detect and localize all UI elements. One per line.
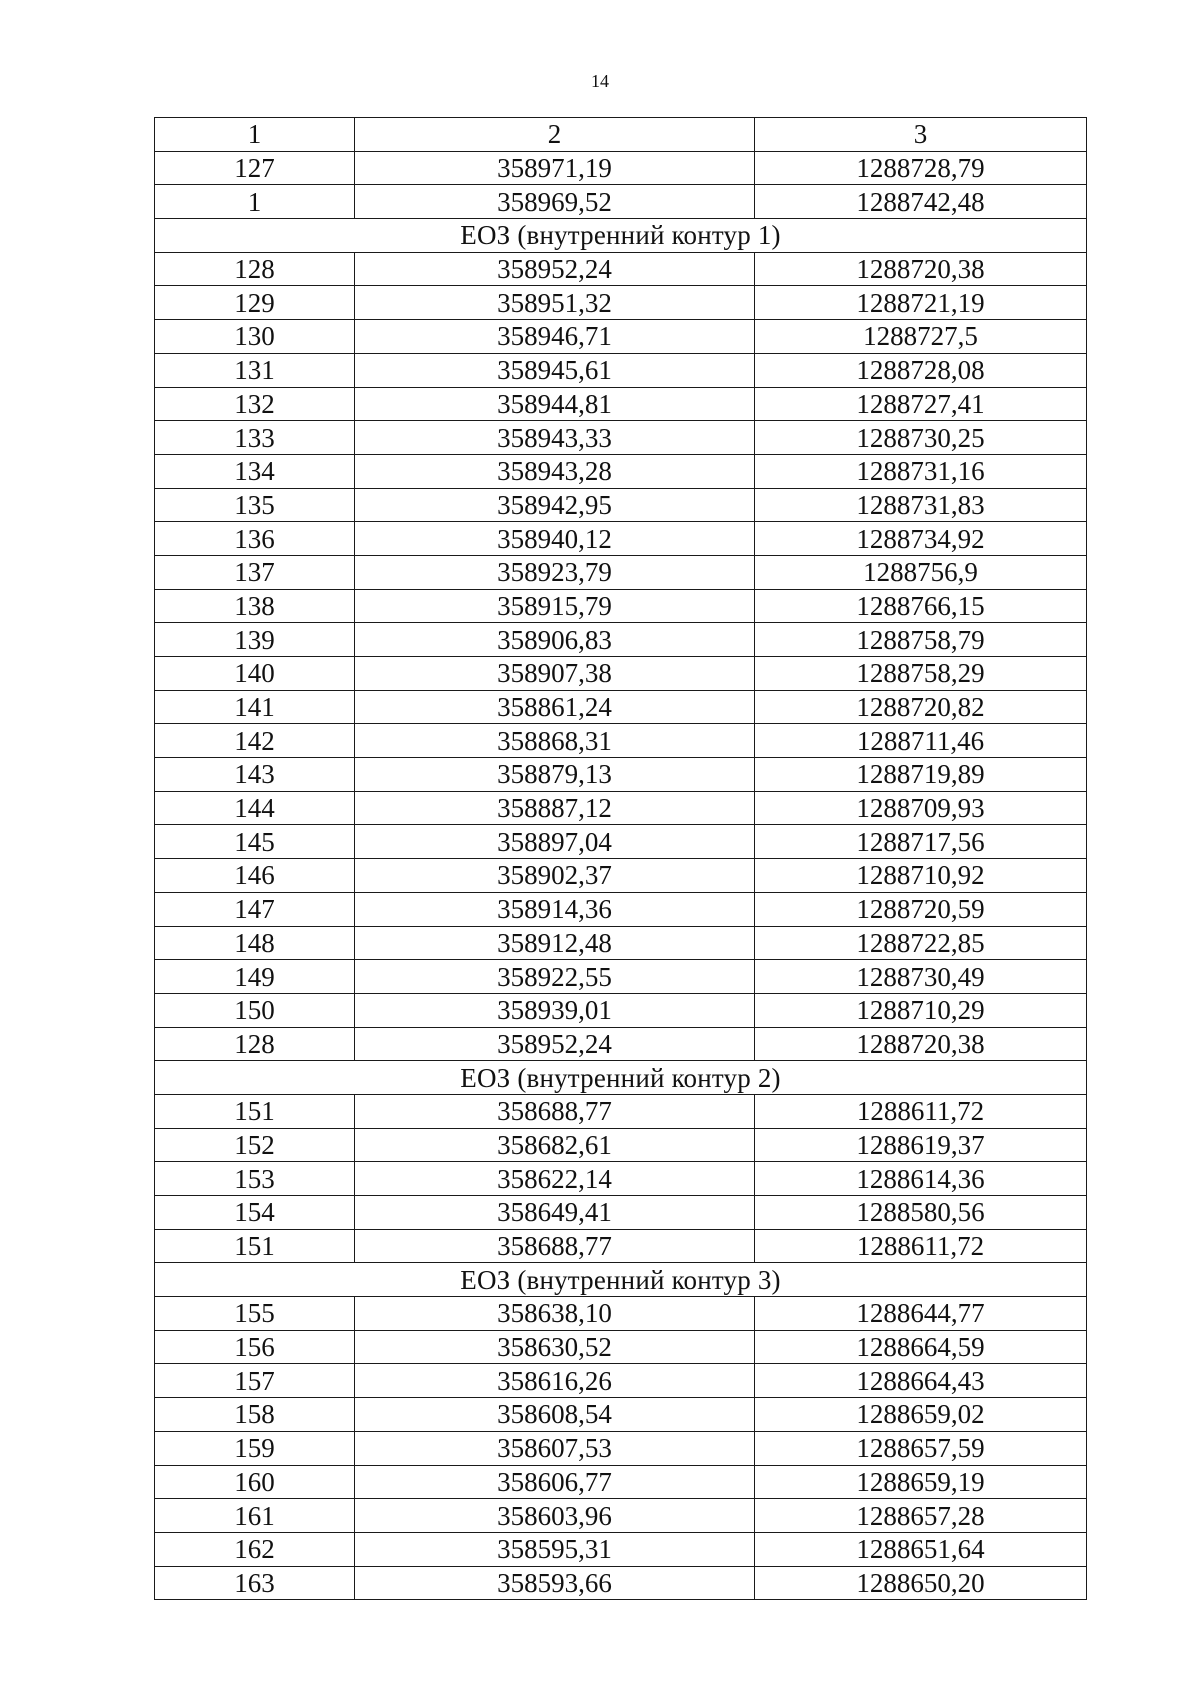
point-number-cell: 143 xyxy=(155,758,355,792)
y-coordinate-cell: 1288651,64 xyxy=(755,1532,1087,1566)
table-row xyxy=(155,353,1087,387)
table-row xyxy=(155,1229,1087,1263)
table-row xyxy=(155,1465,1087,1499)
x-coordinate-cell: 358649,41 xyxy=(355,1196,755,1230)
y-coordinate-cell: 1288720,38 xyxy=(755,252,1087,286)
section-title: ЕОЗ (внутренний контур 1) xyxy=(155,219,1087,253)
x-coordinate-cell: 358622,14 xyxy=(355,1162,755,1196)
point-number-cell: 146 xyxy=(155,859,355,893)
point-number-cell: 155 xyxy=(155,1297,355,1331)
table-row xyxy=(155,623,1087,657)
y-coordinate-cell: 1288734,92 xyxy=(755,522,1087,556)
x-coordinate-cell: 358607,53 xyxy=(355,1431,755,1465)
point-number-cell: 148 xyxy=(155,926,355,960)
x-coordinate-cell: 358945,61 xyxy=(355,353,755,387)
x-coordinate-cell: 358861,24 xyxy=(355,690,755,724)
x-coordinate-cell: 358868,31 xyxy=(355,724,755,758)
point-number-cell: 157 xyxy=(155,1364,355,1398)
table-row xyxy=(155,286,1087,320)
y-coordinate-cell: 1288742,48 xyxy=(755,185,1087,219)
x-coordinate-cell: 358912,48 xyxy=(355,926,755,960)
table-row xyxy=(155,522,1087,556)
y-coordinate-cell: 1288721,19 xyxy=(755,286,1087,320)
table-row xyxy=(155,825,1087,859)
table-row xyxy=(155,421,1087,455)
y-coordinate-cell: 1288659,02 xyxy=(755,1398,1087,1432)
table-row xyxy=(155,555,1087,589)
section-header-row xyxy=(155,219,1087,253)
point-number-cell: 163 xyxy=(155,1566,355,1600)
y-coordinate-cell: 1288614,36 xyxy=(755,1162,1087,1196)
point-number-cell: 144 xyxy=(155,791,355,825)
section-title: ЕОЗ (внутренний контур 2) xyxy=(155,1061,1087,1095)
point-number-cell: 161 xyxy=(155,1499,355,1533)
y-coordinate-cell: 1288650,20 xyxy=(755,1566,1087,1600)
point-number-cell: 153 xyxy=(155,1162,355,1196)
table-row xyxy=(155,1330,1087,1364)
point-number-cell: 150 xyxy=(155,993,355,1027)
y-coordinate-cell: 1288710,92 xyxy=(755,859,1087,893)
x-coordinate-cell: 358630,52 xyxy=(355,1330,755,1364)
y-coordinate-cell: 1288731,83 xyxy=(755,488,1087,522)
point-number-cell: 131 xyxy=(155,353,355,387)
point-number-cell: 154 xyxy=(155,1196,355,1230)
point-number-cell: 158 xyxy=(155,1398,355,1432)
table-row xyxy=(155,1499,1087,1533)
x-coordinate-cell: 358688,77 xyxy=(355,1229,755,1263)
x-coordinate-cell: 358608,54 xyxy=(355,1398,755,1432)
page-number: 14 xyxy=(591,71,609,91)
y-coordinate-cell: 1288731,16 xyxy=(755,454,1087,488)
point-number-cell: 136 xyxy=(155,522,355,556)
table-row xyxy=(155,859,1087,893)
table-row xyxy=(155,926,1087,960)
point-number-cell: 160 xyxy=(155,1465,355,1499)
y-coordinate-cell: 1288727,41 xyxy=(755,387,1087,421)
x-coordinate-cell: 358969,52 xyxy=(355,185,755,219)
x-coordinate-cell: 358593,66 xyxy=(355,1566,755,1600)
table-row xyxy=(155,892,1087,926)
y-coordinate-cell: 1288758,29 xyxy=(755,657,1087,691)
x-coordinate-cell: 358915,79 xyxy=(355,589,755,623)
table-row xyxy=(155,387,1087,421)
table-row xyxy=(155,1128,1087,1162)
point-number-cell: 142 xyxy=(155,724,355,758)
y-coordinate-cell: 1288659,19 xyxy=(755,1465,1087,1499)
table-row xyxy=(155,1398,1087,1432)
point-number-cell: 159 xyxy=(155,1431,355,1465)
y-coordinate-cell: 1288611,72 xyxy=(755,1229,1087,1263)
y-coordinate-cell: 1288657,59 xyxy=(755,1431,1087,1465)
x-coordinate-cell: 358887,12 xyxy=(355,791,755,825)
x-coordinate-cell: 358939,01 xyxy=(355,993,755,1027)
table-row xyxy=(155,993,1087,1027)
x-coordinate-cell: 358923,79 xyxy=(355,555,755,589)
section-header-row xyxy=(155,1263,1087,1297)
x-coordinate-cell: 358595,31 xyxy=(355,1532,755,1566)
table-body xyxy=(155,151,1087,1600)
y-coordinate-cell: 1288717,56 xyxy=(755,825,1087,859)
point-number-cell: 132 xyxy=(155,387,355,421)
y-coordinate-cell: 1288709,93 xyxy=(755,791,1087,825)
y-coordinate-cell: 1288758,79 xyxy=(755,623,1087,657)
point-number-cell: 1 xyxy=(155,185,355,219)
table-row xyxy=(155,589,1087,623)
table-row xyxy=(155,758,1087,792)
table-row xyxy=(155,454,1087,488)
y-coordinate-cell: 1288728,79 xyxy=(755,151,1087,185)
y-coordinate-cell: 1288720,82 xyxy=(755,690,1087,724)
x-coordinate-cell: 358879,13 xyxy=(355,758,755,792)
x-coordinate-cell: 358952,24 xyxy=(355,1027,755,1061)
point-number-cell: 127 xyxy=(155,151,355,185)
table-row xyxy=(155,657,1087,691)
table-row xyxy=(155,151,1087,185)
table-row xyxy=(155,1566,1087,1600)
y-coordinate-cell: 1288664,59 xyxy=(755,1330,1087,1364)
point-number-cell: 128 xyxy=(155,252,355,286)
x-coordinate-cell: 358922,55 xyxy=(355,960,755,994)
point-number-cell: 149 xyxy=(155,960,355,994)
x-coordinate-cell: 358943,28 xyxy=(355,454,755,488)
table-row xyxy=(155,1094,1087,1128)
y-coordinate-cell: 1288619,37 xyxy=(755,1128,1087,1162)
table-row xyxy=(155,960,1087,994)
x-coordinate-cell: 358682,61 xyxy=(355,1128,755,1162)
x-coordinate-cell: 358914,36 xyxy=(355,892,755,926)
x-coordinate-cell: 358906,83 xyxy=(355,623,755,657)
table-row xyxy=(155,791,1087,825)
x-coordinate-cell: 358897,04 xyxy=(355,825,755,859)
x-coordinate-cell: 358946,71 xyxy=(355,320,755,354)
x-coordinate-cell: 358616,26 xyxy=(355,1364,755,1398)
y-coordinate-cell: 1288722,85 xyxy=(755,926,1087,960)
x-coordinate-cell: 358971,19 xyxy=(355,151,755,185)
point-number-cell: 139 xyxy=(155,623,355,657)
table-row xyxy=(155,1364,1087,1398)
header-cell-y-coordinate: 3 xyxy=(755,118,1087,152)
table-row xyxy=(155,1162,1087,1196)
section-header-row xyxy=(155,1061,1087,1095)
x-coordinate-cell: 358944,81 xyxy=(355,387,755,421)
table-row xyxy=(155,185,1087,219)
point-number-cell: 133 xyxy=(155,421,355,455)
y-coordinate-cell: 1288730,49 xyxy=(755,960,1087,994)
section-title: ЕОЗ (внутренний контур 3) xyxy=(155,1263,1087,1297)
table-header-row xyxy=(155,118,1087,152)
x-coordinate-cell: 358688,77 xyxy=(355,1094,755,1128)
point-number-cell: 156 xyxy=(155,1330,355,1364)
point-number-cell: 152 xyxy=(155,1128,355,1162)
point-number-cell: 151 xyxy=(155,1094,355,1128)
point-number-cell: 151 xyxy=(155,1229,355,1263)
table-row xyxy=(155,1297,1087,1331)
table-row xyxy=(155,252,1087,286)
table-row xyxy=(155,320,1087,354)
x-coordinate-cell: 358940,12 xyxy=(355,522,755,556)
x-coordinate-cell: 358603,96 xyxy=(355,1499,755,1533)
point-number-cell: 128 xyxy=(155,1027,355,1061)
y-coordinate-cell: 1288730,25 xyxy=(755,421,1087,455)
point-number-cell: 162 xyxy=(155,1532,355,1566)
point-number-cell: 129 xyxy=(155,286,355,320)
y-coordinate-cell: 1288710,29 xyxy=(755,993,1087,1027)
point-number-cell: 140 xyxy=(155,657,355,691)
y-coordinate-cell: 1288720,59 xyxy=(755,892,1087,926)
x-coordinate-cell: 358951,32 xyxy=(355,286,755,320)
y-coordinate-cell: 1288664,43 xyxy=(755,1364,1087,1398)
y-coordinate-cell: 1288720,38 xyxy=(755,1027,1087,1061)
y-coordinate-cell: 1288756,9 xyxy=(755,555,1087,589)
point-number-cell: 130 xyxy=(155,320,355,354)
point-number-cell: 134 xyxy=(155,454,355,488)
y-coordinate-cell: 1288728,08 xyxy=(755,353,1087,387)
y-coordinate-cell: 1288644,77 xyxy=(755,1297,1087,1331)
x-coordinate-cell: 358902,37 xyxy=(355,859,755,893)
point-number-cell: 147 xyxy=(155,892,355,926)
point-number-cell: 141 xyxy=(155,690,355,724)
header-cell-point-number: 1 xyxy=(155,118,355,152)
table-row xyxy=(155,1532,1087,1566)
y-coordinate-cell: 1288657,28 xyxy=(755,1499,1087,1533)
point-number-cell: 135 xyxy=(155,488,355,522)
point-number-cell: 138 xyxy=(155,589,355,623)
header-cell-x-coordinate: 2 xyxy=(355,118,755,152)
x-coordinate-cell: 358638,10 xyxy=(355,1297,755,1331)
x-coordinate-cell: 358606,77 xyxy=(355,1465,755,1499)
table-row xyxy=(155,1027,1087,1061)
x-coordinate-cell: 358952,24 xyxy=(355,252,755,286)
point-number-cell: 137 xyxy=(155,555,355,589)
table-row xyxy=(155,1431,1087,1465)
table-row xyxy=(155,1196,1087,1230)
table-row xyxy=(155,488,1087,522)
point-number-cell: 145 xyxy=(155,825,355,859)
table-row xyxy=(155,690,1087,724)
x-coordinate-cell: 358907,38 xyxy=(355,657,755,691)
y-coordinate-cell: 1288719,89 xyxy=(755,758,1087,792)
coordinates-table xyxy=(154,117,1087,1600)
y-coordinate-cell: 1288580,56 xyxy=(755,1196,1087,1230)
y-coordinate-cell: 1288766,15 xyxy=(755,589,1087,623)
y-coordinate-cell: 1288611,72 xyxy=(755,1094,1087,1128)
y-coordinate-cell: 1288727,5 xyxy=(755,320,1087,354)
y-coordinate-cell: 1288711,46 xyxy=(755,724,1087,758)
x-coordinate-cell: 358942,95 xyxy=(355,488,755,522)
table-row xyxy=(155,724,1087,758)
x-coordinate-cell: 358943,33 xyxy=(355,421,755,455)
